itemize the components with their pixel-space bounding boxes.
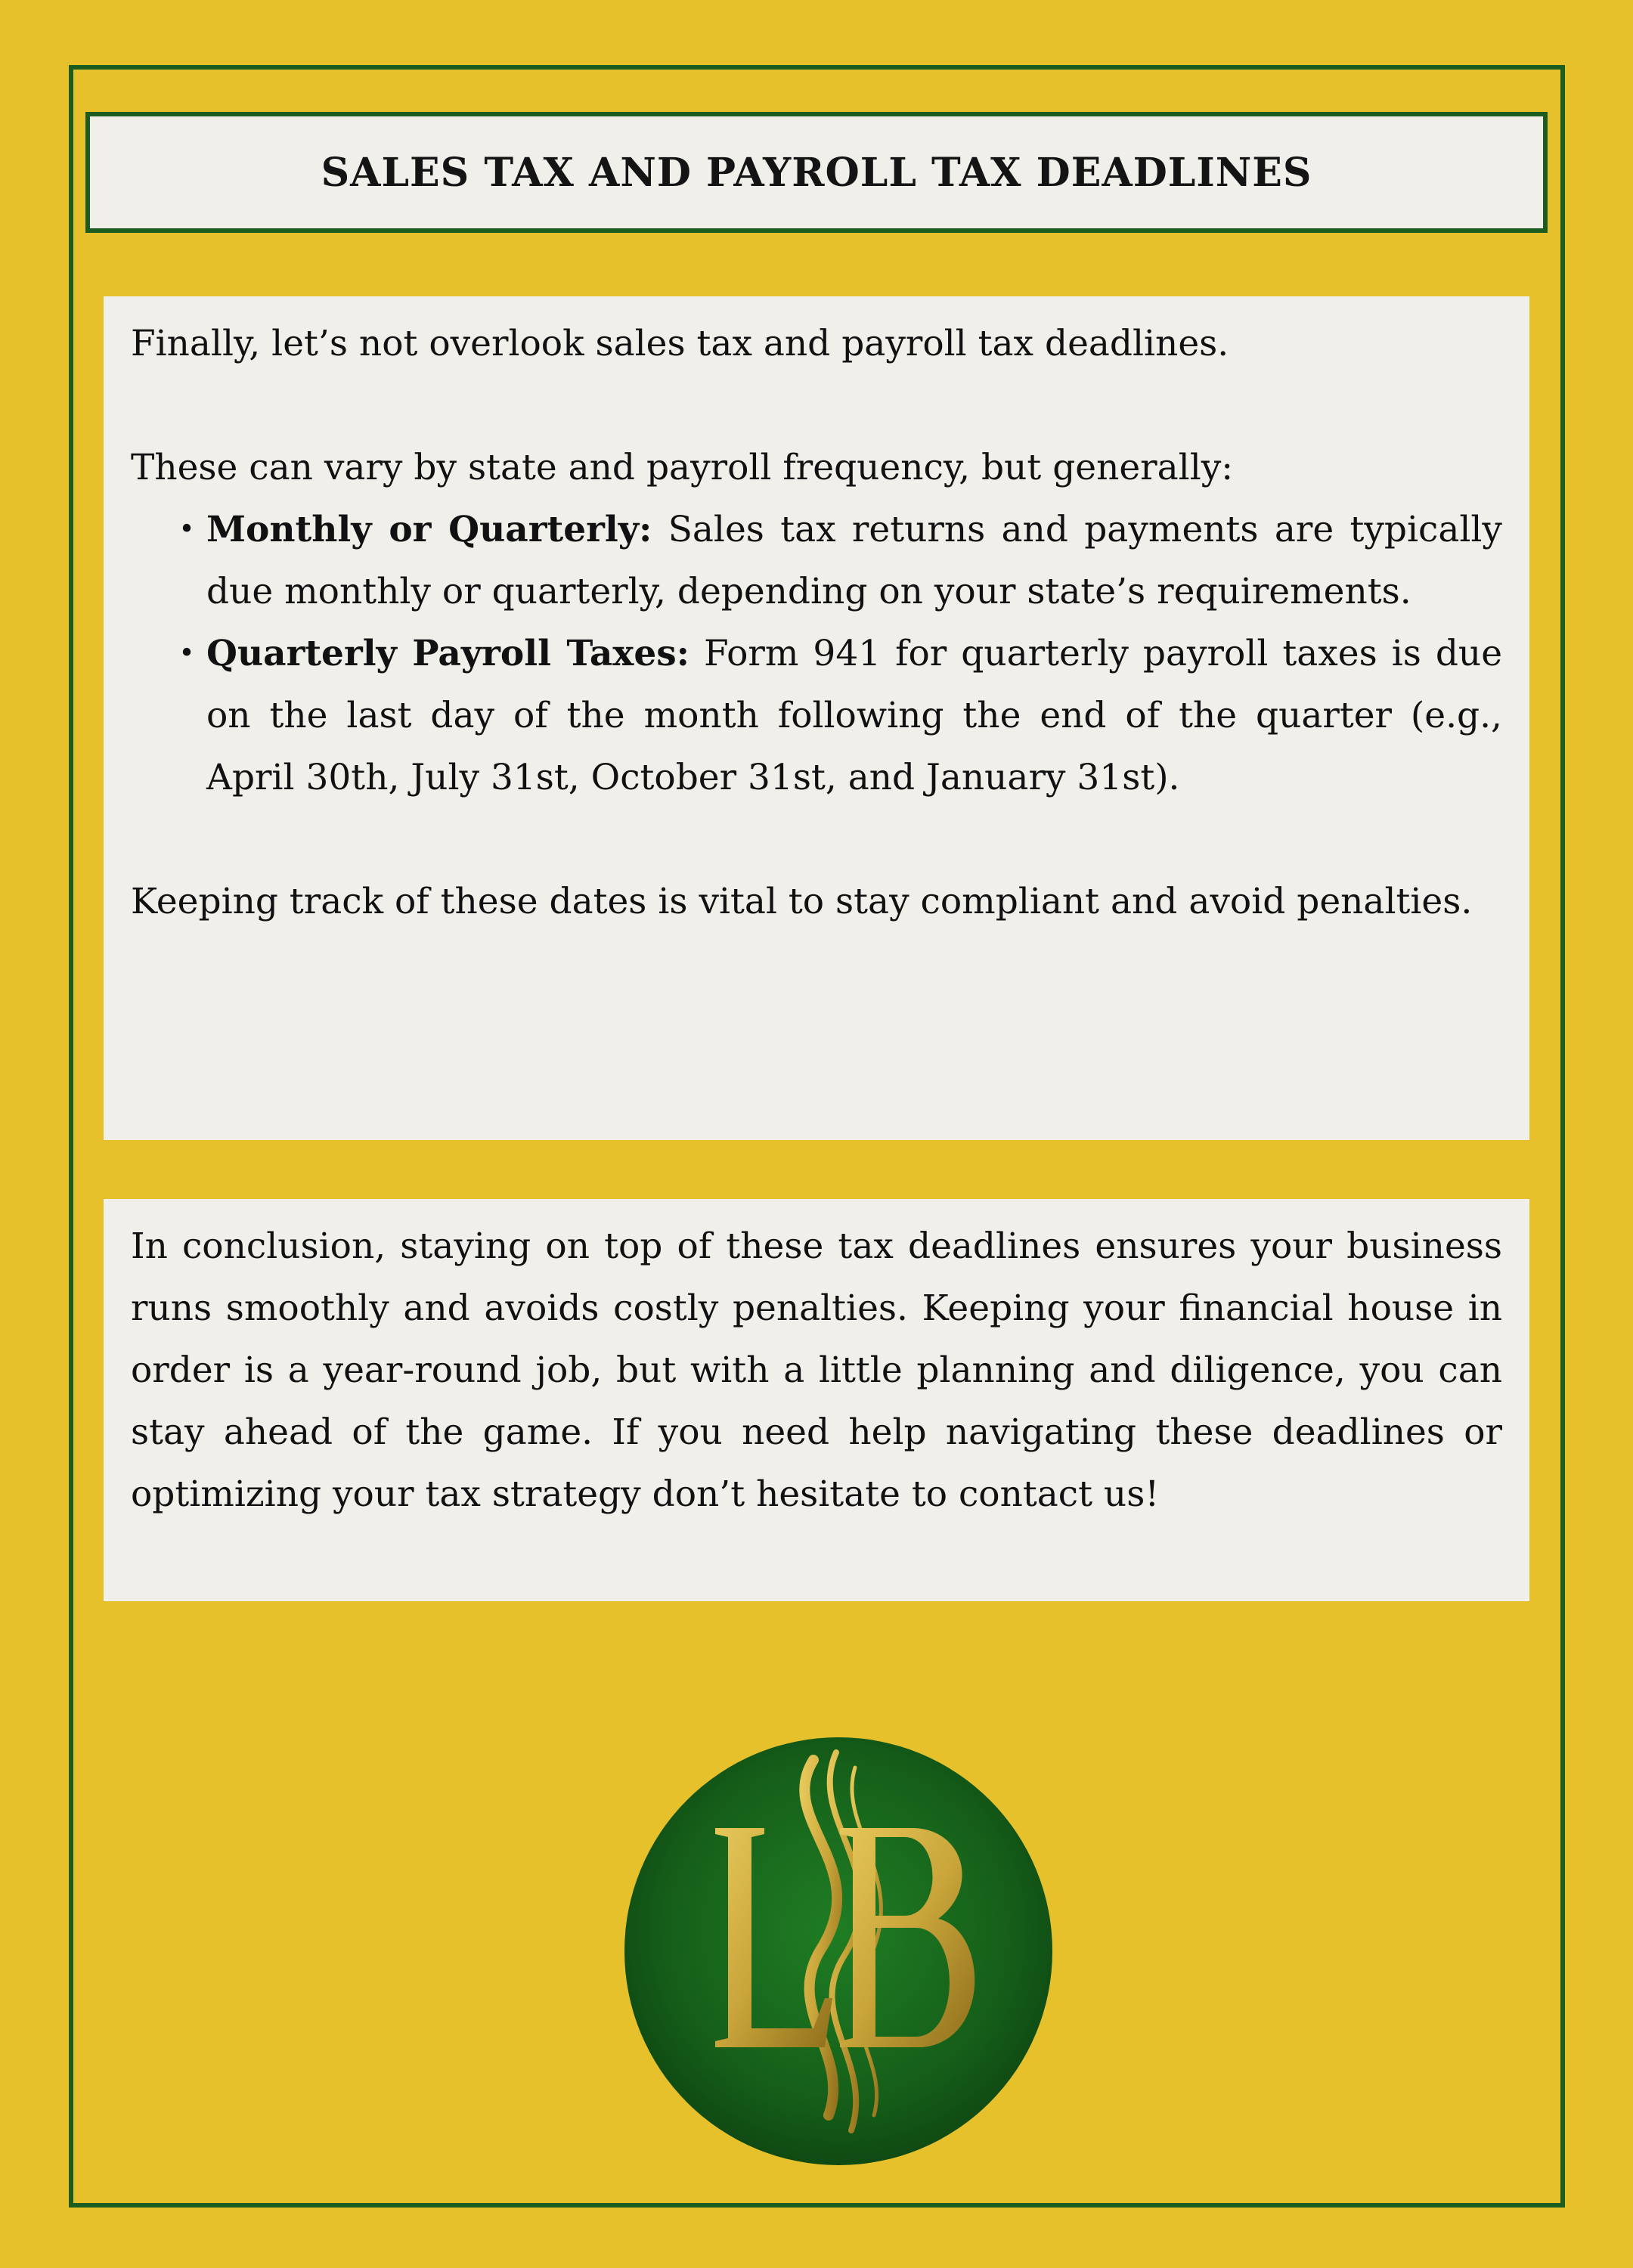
- page-title: SALES TAX AND PAYROLL TAX DEADLINES: [321, 149, 1312, 196]
- conclusion-card: [104, 1199, 1529, 1601]
- intro-text: Finally, let’s not overlook sales tax and payroll tax deadlines.: [131, 323, 1229, 364]
- bullet-icon: •: [178, 638, 195, 669]
- lb-monogram-logo-icon: [624, 1737, 1052, 2165]
- list-item-label: Quarterly Payroll Taxes:: [206, 633, 690, 674]
- list-item-label: Monthly or Quarterly:: [206, 509, 652, 550]
- list-item: [167, 623, 1502, 809]
- deadline-list: [167, 499, 1502, 809]
- deadlines-card: [104, 296, 1529, 1140]
- conclusion-text: In conclusion, staying on top of these tax deadlines ensures your business runs smoothly and avoids costly penalties. Keeping your financial house in order is a year-round job, but with a little planning and diligence, you can stay ahead of the game. If you need help navigating these deadlines or optimizing your tax strategy don’t hesitate to contact us!: [131, 1225, 1502, 1515]
- list-item-text: Form 941 for quarterly payroll taxes is due on the last day of the month following the end of the quarter (e.g., April 30th, July 31st, October 31st, and January 31st).: [206, 633, 1503, 798]
- closing-text: Keeping track of these dates is vital to stay compliant and avoid penalties.: [131, 881, 1473, 922]
- list-item: [167, 499, 1502, 623]
- bullet-icon: •: [178, 514, 195, 545]
- lead-text: These can vary by state and payroll frequency, but generally:: [131, 447, 1234, 488]
- title-banner: [85, 112, 1548, 233]
- list-item-text: Sales tax returns and payments are typically due monthly or quarterly, depending on your state’s requirements.: [206, 509, 1502, 612]
